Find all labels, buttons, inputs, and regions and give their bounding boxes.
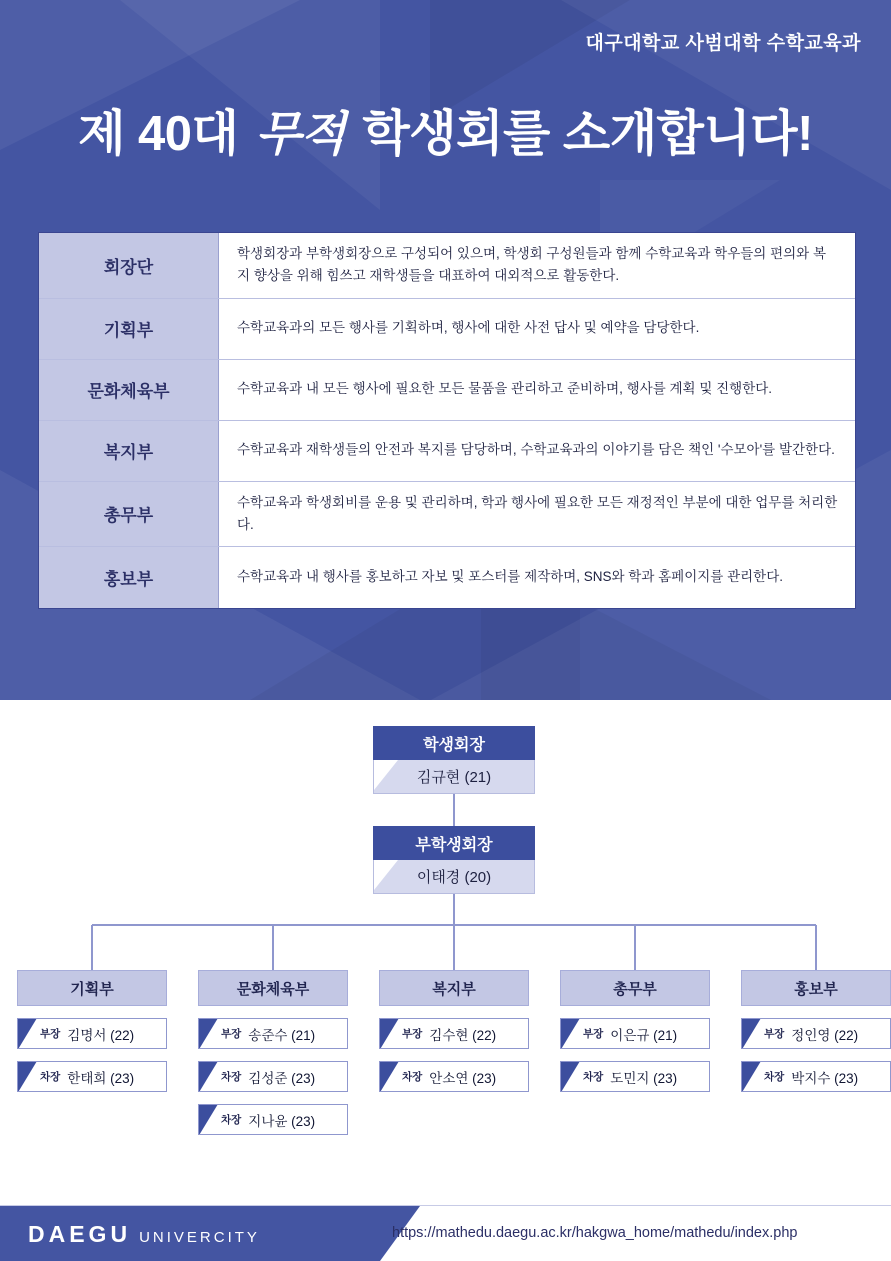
member-role: 부장	[764, 1028, 785, 1040]
page-footer	[0, 1205, 891, 1260]
logo-sub-text: UNIVERCITY	[139, 1229, 260, 1246]
division-member	[17, 1018, 167, 1049]
university-department-label: 대구대학교 사범대학 수학교육과	[585, 33, 861, 54]
page-title	[0, 95, 891, 165]
table-row	[39, 233, 855, 299]
division-member	[198, 1061, 348, 1092]
footer-website-url[interactable]: https://mathedu.daegu.ac.kr/hakgwa_home/mathedu/index.php	[392, 1225, 798, 1241]
division-member	[379, 1018, 529, 1049]
member-name: 안소연 (23)	[429, 1070, 497, 1086]
member-name: 이은규 (21)	[610, 1027, 678, 1043]
department-name-cell: 기획부	[39, 299, 219, 359]
member-name: 지나윤 (23)	[248, 1113, 316, 1129]
org-node-division	[741, 970, 891, 1092]
department-description-cell: 학생회장과 부학생회장으로 구성되어 있으며, 학생회 구성원들과 함께 수학교육과 학우들의 편의와 복지 향상을 위해 힘쓰고 재학생들을 대표하여 대외적으로 활동한다.	[237, 246, 826, 284]
member-name: 한태희 (23)	[67, 1070, 135, 1086]
department-name-cell: 문화체육부	[39, 360, 219, 420]
table-row	[39, 482, 855, 548]
division-member	[379, 1061, 529, 1092]
member-role: 차장	[583, 1071, 604, 1083]
division-member	[198, 1018, 348, 1049]
division-member	[560, 1061, 710, 1092]
department-description-cell: 수학교육과 내 모든 행사에 필요한 모든 물품을 관리하고 준비하며, 행사를 계획 및 진행한다.	[237, 381, 773, 397]
division-title: 복지부	[379, 970, 529, 1006]
division-title: 총무부	[560, 970, 710, 1006]
department-name-cell: 복지부	[39, 421, 219, 481]
division-member	[560, 1018, 710, 1049]
department-description-cell: 수학교육과 재학생들의 안전과 복지를 담당하며, 수학교육과의 이야기를 담은 책인 '수모아'를 발간한다.	[237, 442, 835, 458]
table-row	[39, 421, 855, 482]
table-row	[39, 299, 855, 360]
president-title: 학생회장	[373, 726, 535, 760]
member-name: 김수현 (22)	[429, 1027, 497, 1043]
department-description-cell: 수학교육과의 모든 행사를 기획하며, 행사에 대한 사전 답사 및 예약을 담당한다.	[237, 320, 700, 336]
department-name-cell: 총무부	[39, 482, 219, 547]
daegu-university-logo	[28, 1221, 260, 1248]
member-role: 차장	[402, 1071, 423, 1083]
title-suffix: 학생회를 소개합니다!	[362, 107, 813, 161]
member-name: 송준수 (21)	[248, 1027, 316, 1043]
department-name-cell: 회장단	[39, 233, 219, 298]
member-name: 도민지 (23)	[610, 1070, 678, 1086]
department-description-table	[38, 232, 856, 609]
division-title: 기획부	[17, 970, 167, 1006]
org-node-president	[373, 726, 535, 794]
member-role: 차장	[221, 1114, 242, 1126]
member-role: 차장	[221, 1071, 242, 1083]
member-role: 차장	[40, 1071, 61, 1083]
title-script-word: 무적	[255, 107, 346, 162]
division-member	[741, 1018, 891, 1049]
president-person: 김규현 (21)	[373, 760, 535, 794]
division-title: 문화체육부	[198, 970, 348, 1006]
department-description-cell: 수학교육과 학생회비를 운용 및 관리하며, 학과 행사에 필요한 모든 재정적인 부분에 대한 업무를 처리한다.	[237, 494, 838, 532]
division-title: 홍보부	[741, 970, 891, 1006]
division-member	[17, 1061, 167, 1092]
org-node-division	[560, 970, 710, 1092]
member-name: 박지수 (23)	[791, 1070, 859, 1086]
member-name: 김명서 (22)	[67, 1027, 135, 1043]
organization-chart	[0, 700, 891, 1205]
division-member	[198, 1104, 348, 1135]
department-name-cell: 홍보부	[39, 547, 219, 608]
table-row	[39, 547, 855, 608]
org-node-vice-president	[373, 826, 535, 894]
vice-president-title: 부학생회장	[373, 826, 535, 860]
member-role: 부장	[40, 1028, 61, 1040]
org-node-division	[379, 970, 529, 1092]
member-role: 부장	[402, 1028, 423, 1040]
member-role: 부장	[583, 1028, 604, 1040]
division-member	[741, 1061, 891, 1092]
member-name: 정인영 (22)	[791, 1027, 859, 1043]
org-node-division	[17, 970, 167, 1092]
vice-president-person: 이태경 (20)	[373, 860, 535, 894]
member-role: 부장	[221, 1028, 242, 1040]
title-prefix: 제 40대	[78, 107, 239, 161]
member-role: 차장	[764, 1071, 785, 1083]
table-row	[39, 360, 855, 421]
member-name: 김성준 (23)	[248, 1070, 316, 1086]
department-description-cell: 수학교육과 내 행사를 홍보하고 자보 및 포스터를 제작하며, SNS와 학과 홈페이지를 관리한다.	[237, 569, 783, 585]
org-node-division	[198, 970, 348, 1135]
logo-main-text: DAEGU	[28, 1221, 132, 1247]
